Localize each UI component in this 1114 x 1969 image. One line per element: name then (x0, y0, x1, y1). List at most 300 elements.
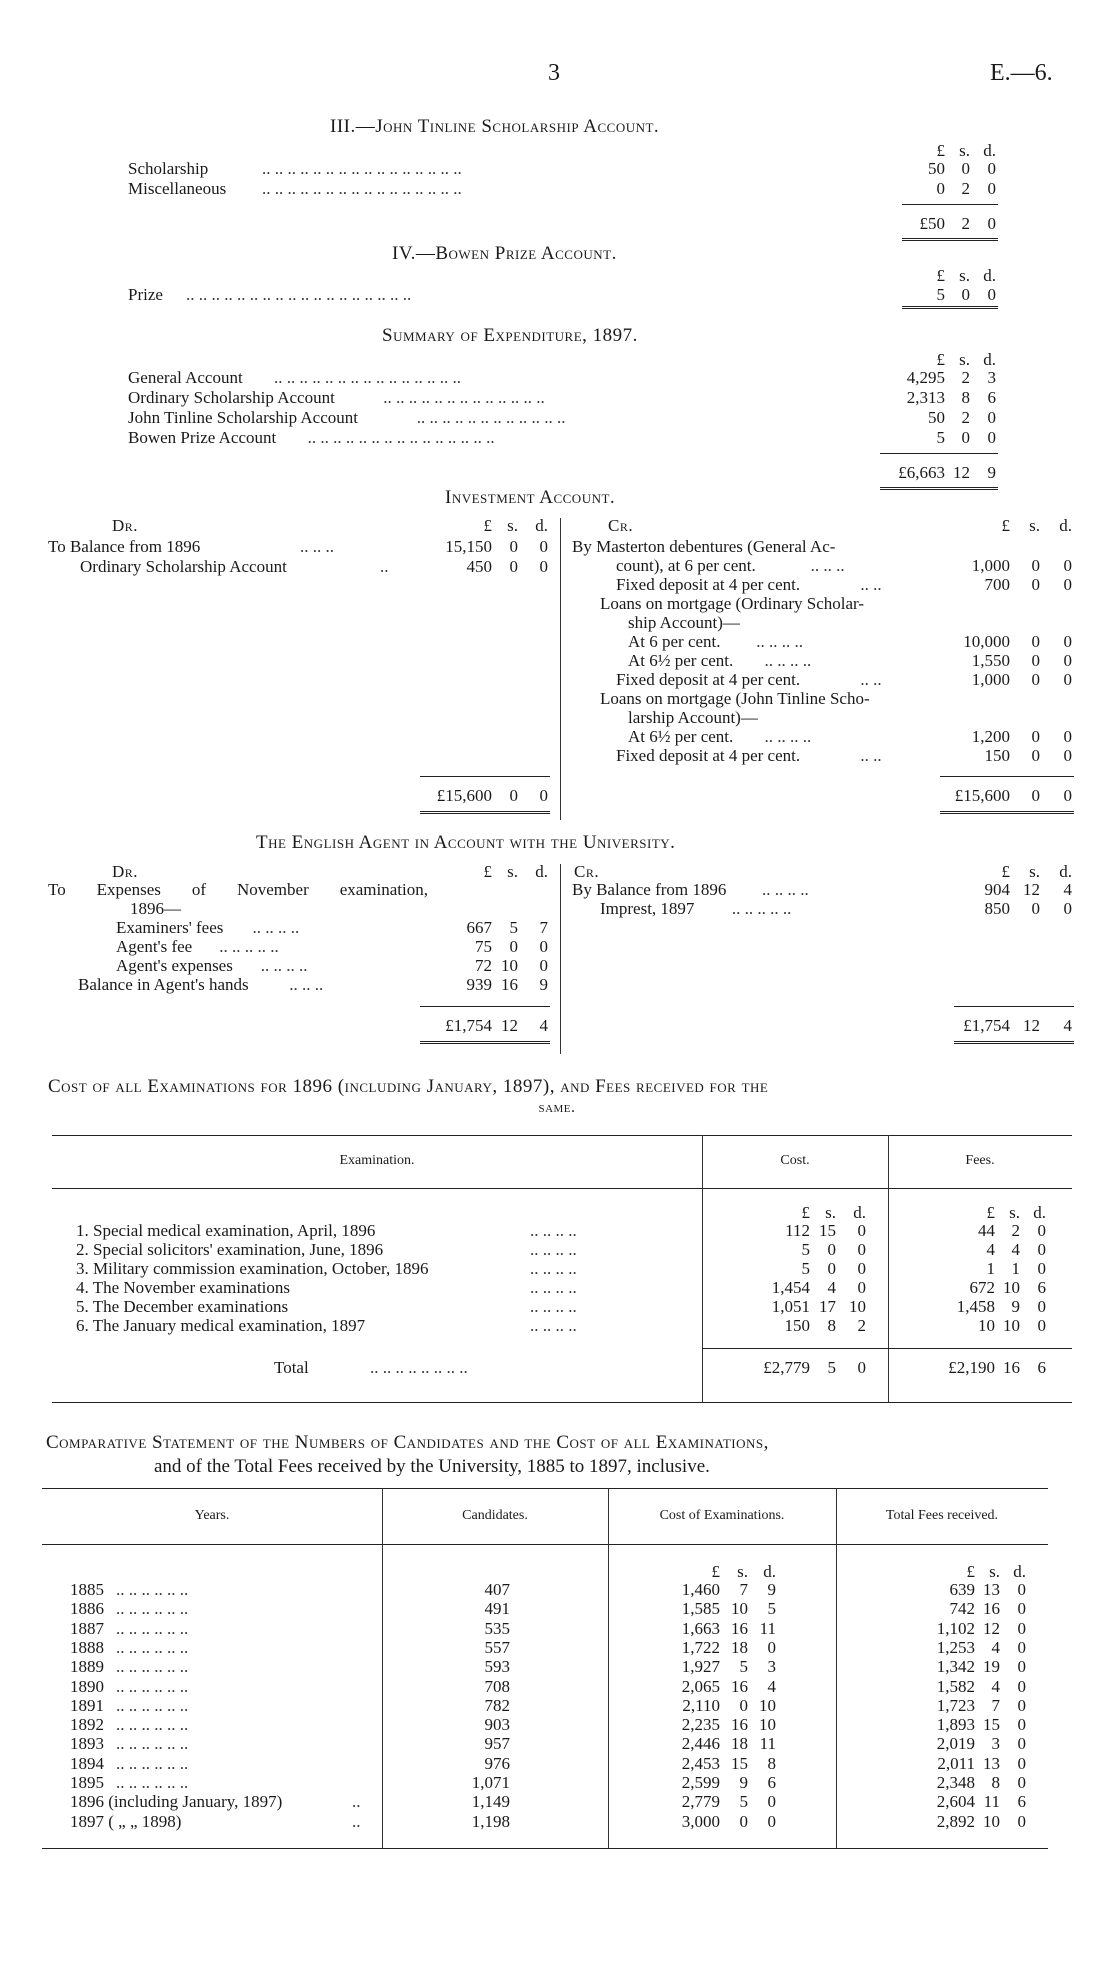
comp-row-year: 1893 (70, 1734, 104, 1754)
comp-row-leader: .. .. .. .. .. .. (116, 1599, 189, 1619)
investment-cr-line-text: Fixed deposit at 4 per cent. (616, 746, 801, 765)
agent-dr-line-text: To Expenses of November examination, (48, 880, 428, 899)
comp-divider-1 (382, 1488, 383, 1848)
investment-dr-label: Dr. (112, 516, 139, 535)
bowen-unit-shillings: s. (959, 266, 970, 285)
comp-header-cost: Cost of Examinations. (659, 1508, 785, 1523)
agent-dr-unit-shillings: s. (507, 862, 518, 881)
agent-divider (560, 864, 561, 1054)
agent-dr-line-text: Balance in Agent's hands (78, 975, 249, 994)
cost-row-cost-pounds: 5 (801, 1240, 810, 1259)
comp-row-cost-pence: 11 (759, 1618, 776, 1638)
cost-row-cost-pence: 0 (857, 1240, 866, 1259)
cost-row-fees-pence: 0 (1037, 1316, 1046, 1335)
comp-row-cost-pence: 8 (767, 1753, 776, 1773)
comp-row-fees-pence: 0 (1017, 1811, 1026, 1831)
comp-row-cost-pence: 0 (767, 1792, 776, 1812)
bowen-row-shillings: 0 (961, 285, 970, 304)
comp-row-year: 1889 (70, 1657, 104, 1677)
investment-cr-line-leader: .. .. (860, 746, 882, 765)
comp-row-fees-pounds: 1,893 (936, 1715, 975, 1735)
comp-fees-unit-pounds: £ (966, 1562, 975, 1581)
investment-cr-double-rule (940, 811, 1074, 814)
comp-row-leader: .. (352, 1792, 361, 1812)
cost-row-fees-pence: 0 (1037, 1240, 1046, 1259)
agent-dr-line-pence: 9 (539, 975, 548, 994)
agent-dr-total-pence: 4 (539, 1016, 548, 1035)
investment-cr-line-pounds: 10,000 (963, 632, 1010, 651)
cost-cost-unit-pounds: £ (801, 1203, 810, 1222)
cost-row-cost-shillings: 15 (819, 1221, 836, 1240)
cost-row-fees-pounds: 672 (969, 1278, 995, 1297)
investment-cr-total-rule (940, 776, 1074, 777)
cost-row-cost-pounds: 5 (801, 1259, 810, 1278)
comp-row-fees-pounds: 2,348 (936, 1773, 975, 1792)
investment-cr-total-pounds: £15,600 (954, 786, 1010, 805)
comp-row-candidates: 557 (484, 1637, 510, 1657)
comp-header-rule (42, 1544, 1048, 1545)
investment-cr-line-text: ship Account)— (628, 613, 740, 632)
cost-row-leader: .. .. .. .. (530, 1259, 577, 1278)
cost-total-cost-shillings: 5 (827, 1358, 836, 1377)
tinline-unit-pence: d. (983, 141, 996, 160)
investment-cr-line-leader: .. .. (860, 670, 882, 689)
cost-row-cost-pounds: 1,454 (771, 1278, 810, 1297)
comp-row-cost-shillings: 16 (731, 1715, 748, 1735)
comp-row-leader: .. .. .. .. .. .. (116, 1695, 189, 1715)
comp-row-candidates: 407 (484, 1580, 510, 1599)
comp-row-leader: .. .. .. .. .. .. (116, 1618, 189, 1638)
tinline-unit-shillings: s. (959, 141, 970, 160)
comp-row-cost-pounds: 1,585 (681, 1599, 720, 1619)
comp-row-candidates: 903 (484, 1715, 510, 1735)
cost-row-fees-pounds: 4 (986, 1240, 995, 1259)
comp-row-leader: .. .. .. .. .. .. (116, 1715, 189, 1735)
comp-row-fees-shillings: 16 (983, 1599, 1000, 1619)
tinline-total-pence: 0 (987, 214, 996, 233)
comp-row-cost-pence: 11 (759, 1734, 776, 1754)
agent-dr-line-text: Agent's fee (116, 937, 193, 956)
summary-total-pence: 9 (987, 463, 996, 482)
comp-row-year: 1886 (70, 1599, 104, 1619)
summary-row-leader: .. .. .. .. .. .. .. .. .. .. .. .. .. (383, 388, 545, 407)
tinline-row-pounds: 50 (928, 159, 945, 178)
comp-row-fees-pence: 0 (1017, 1676, 1026, 1696)
comp-row-year: 1897 ( „ „ 1898) (70, 1811, 182, 1831)
agent-cr-line-pounds: 850 (984, 899, 1010, 918)
agent-cr-unit-shillings: s. (1029, 862, 1040, 881)
agent-dr-line-shillings: 5 (509, 918, 518, 937)
bowen-title: IV.—Bowen Prize Account. (392, 243, 617, 264)
comp-row-leader: .. .. .. .. .. .. (116, 1580, 189, 1599)
comp-row-cost-pounds: 1,722 (681, 1637, 720, 1657)
cost-row-cost-pence: 0 (857, 1278, 866, 1297)
bowen-row-pounds: 5 (936, 285, 945, 304)
agent-cr-line-pounds: 904 (984, 880, 1010, 899)
summary-total-shillings: 12 (953, 463, 970, 482)
agent-dr-line-pounds: 667 (466, 918, 492, 937)
summary-row-pounds: 2,313 (906, 388, 945, 407)
summary-row-pence: 3 (987, 368, 996, 387)
agent-dr-line-text: Agent's expenses (116, 956, 233, 975)
cost-row-fees-pence: 6 (1037, 1278, 1046, 1297)
comp-row-fees-pounds: 1,253 (936, 1637, 975, 1657)
agent-dr-line-pounds: 72 (475, 956, 492, 975)
cost-total-fees-shillings: 16 (1003, 1358, 1020, 1377)
summary-row-label: John Tinline Scholarship Account (128, 408, 358, 427)
cost-header-cost: Cost. (780, 1153, 810, 1168)
summary-unit-pounds: £ (936, 350, 945, 369)
tinline-row-pence: 0 (987, 179, 996, 198)
investment-dr-unit-shillings: s. (507, 516, 518, 535)
comp-row-cost-pounds: 1,927 (681, 1657, 720, 1677)
cost-total-cost-pence: 0 (857, 1358, 866, 1377)
agent-cr-line-shillings: 0 (1031, 899, 1040, 918)
comp-header-candidates: Candidates. (462, 1508, 528, 1523)
comp-row-year: 1896 (including January, 1897) (70, 1792, 283, 1812)
comp-row-leader: .. .. .. .. .. .. (116, 1734, 189, 1754)
investment-cr-line-text: Fixed deposit at 4 per cent. (616, 575, 801, 594)
agent-dr-line-shillings: 0 (509, 937, 518, 956)
comp-row-cost-shillings: 16 (731, 1618, 748, 1638)
cost-row-cost-pence: 2 (857, 1316, 866, 1335)
investment-cr-line-pounds: 150 (984, 746, 1010, 765)
comp-row-fees-pence: 0 (1017, 1657, 1026, 1677)
agent-dr-line-shillings: 10 (501, 956, 518, 975)
cost-top-rule (52, 1135, 1072, 1136)
comp-row-candidates: 976 (484, 1753, 510, 1773)
summary-row-pounds: 4,295 (906, 368, 945, 387)
cost-fees-unit-pounds: £ (986, 1203, 995, 1222)
cost-row-fees-shillings: 10 (1003, 1278, 1020, 1297)
investment-cr-line-pence: 0 (1063, 575, 1072, 594)
investment-cr-line-pence: 0 (1063, 556, 1072, 575)
tinline-total-pounds: £50 (919, 214, 945, 233)
investment-cr-unit-shillings: s. (1029, 516, 1040, 535)
investment-cr-line-shillings: 0 (1031, 746, 1040, 765)
comp-row-leader: .. .. .. .. .. .. (116, 1773, 189, 1792)
investment-dr-total-pounds: £15,600 (436, 786, 492, 805)
summary-row-shillings: 2 (961, 368, 970, 387)
cost-divider-1 (702, 1135, 703, 1403)
cost-row-cost-pence: 0 (857, 1259, 866, 1278)
comp-row-fees-pounds: 1,342 (936, 1657, 975, 1677)
cost-row-leader: .. .. .. .. (530, 1278, 577, 1297)
agent-dr-label: Dr. (112, 862, 139, 881)
agent-cr-unit-pounds: £ (1001, 862, 1010, 881)
cost-row-cost-pence: 10 (849, 1297, 866, 1316)
summary-row-pence: 0 (987, 428, 996, 447)
investment-cr-line-leader: .. .. (860, 575, 882, 594)
agent-dr-line-shillings: 16 (501, 975, 518, 994)
comp-row-cost-shillings: 10 (731, 1599, 748, 1619)
investment-cr-line-pounds: 1,000 (971, 556, 1010, 575)
comp-row-cost-shillings: 0 (739, 1695, 748, 1715)
investment-dr-total-shillings: 0 (509, 786, 518, 805)
investment-cr-line-text: By Masterton debentures (General Ac- (572, 537, 836, 556)
comp-row-candidates: 957 (484, 1734, 510, 1754)
comp-row-leader: .. .. .. .. .. .. (116, 1753, 189, 1773)
agent-dr-line-pounds: 939 (466, 975, 492, 994)
investment-dr-row-leader: .. (380, 557, 389, 576)
comp-row-fees-shillings: 10 (983, 1811, 1000, 1831)
comp-row-fees-pounds: 639 (949, 1580, 975, 1599)
investment-cr-label: Cr. (608, 516, 634, 535)
agent-dr-total-shillings: 12 (501, 1016, 518, 1035)
comp-row-fees-pounds: 742 (949, 1599, 975, 1619)
cost-row-label: 2. Special solicitors' examination, June, 1896 (76, 1240, 384, 1259)
investment-cr-line-text: Fixed deposit at 4 per cent. (616, 670, 801, 689)
comp-row-fees-shillings: 13 (983, 1753, 1000, 1773)
cost-header-examination: Examination. (339, 1153, 415, 1168)
agent-dr-line-text: Examiners' fees (116, 918, 224, 937)
comp-row-leader: .. .. .. .. .. .. (116, 1657, 189, 1677)
summary-total-rule (880, 453, 998, 454)
investment-cr-line-pence: 0 (1063, 727, 1072, 746)
summary-row-pounds: 5 (936, 428, 945, 447)
cost-row-fees-shillings: 1 (1011, 1259, 1020, 1278)
comp-row-year: 1887 (70, 1618, 104, 1638)
cost-row-leader: .. .. .. .. (530, 1316, 577, 1335)
summary-row-pence: 6 (987, 388, 996, 407)
comp-row-cost-shillings: 7 (739, 1580, 748, 1599)
investment-dr-row-pounds: 15,150 (445, 537, 492, 556)
summary-row-shillings: 2 (961, 408, 970, 427)
tinline-title: III.—John Tinline Scholarship Account. (330, 116, 660, 137)
agent-dr-line-pence: 0 (539, 956, 548, 975)
investment-dr-unit-pounds: £ (483, 516, 492, 535)
comp-row-fees-shillings: 13 (983, 1580, 1000, 1599)
agent-cr-line-pence: 0 (1063, 899, 1072, 918)
summary-row-leader: .. .. .. .. .. .. .. .. .. .. .. .. (416, 408, 566, 427)
agent-dr-total-rule (420, 1006, 550, 1007)
investment-cr-line-pence: 0 (1063, 632, 1072, 651)
comp-header-years: Years. (194, 1508, 230, 1523)
comp-row-year: 1894 (70, 1753, 104, 1773)
agent-cr-total-pounds: £1,754 (963, 1016, 1010, 1035)
comp-row-fees-pence: 0 (1017, 1637, 1026, 1657)
investment-cr-line-shillings: 0 (1031, 670, 1040, 689)
cost-header-fees: Fees. (965, 1153, 995, 1168)
comp-row-candidates: 491 (484, 1599, 510, 1619)
investment-dr-row-leader: .. .. .. (300, 537, 334, 556)
summary-row-pounds: 50 (928, 408, 945, 427)
cost-fees-unit-shillings: s. (1009, 1203, 1020, 1222)
comp-fees-unit-pence: d. (1013, 1562, 1026, 1581)
summary-total-double-rule (880, 487, 998, 490)
bowen-unit-pounds: £ (936, 266, 945, 285)
comp-row-cost-shillings: 18 (731, 1637, 748, 1657)
agent-cr-line-text: Imprest, 1897 (600, 899, 695, 918)
cost-row-label: 5. The December examinations (76, 1297, 289, 1316)
bowen-double-rule (902, 306, 998, 309)
cost-row-fees-pence: 0 (1037, 1221, 1046, 1240)
comp-header-fees: Total Fees received. (885, 1508, 999, 1523)
cost-total-leader: .. .. .. .. .. .. .. .. (370, 1358, 468, 1377)
comp-row-fees-pence: 0 (1017, 1695, 1026, 1715)
agent-cr-label: Cr. (574, 862, 600, 881)
agent-cr-line-pence: 4 (1063, 880, 1072, 899)
investment-cr-line-text: larship Account)— (628, 708, 758, 727)
agent-cr-line-shillings: 12 (1023, 880, 1040, 899)
comp-row-cost-pounds: 2,779 (681, 1792, 720, 1812)
comp-cost-unit-shillings: s. (737, 1562, 748, 1581)
cost-row-fees-pence: 0 (1037, 1259, 1046, 1278)
comp-row-cost-shillings: 5 (739, 1657, 748, 1677)
comp-row-cost-pounds: 1,460 (681, 1580, 720, 1599)
cost-row-fees-shillings: 10 (1003, 1316, 1020, 1335)
comp-row-fees-pence: 0 (1017, 1580, 1026, 1599)
investment-cr-line-pounds: 1,200 (971, 727, 1010, 746)
investment-cr-line-shillings: 0 (1031, 575, 1040, 594)
comp-divider-3 (836, 1488, 837, 1848)
cost-total-fees-pounds: £2,190 (948, 1358, 995, 1377)
investment-dr-row-shillings: 0 (509, 537, 518, 556)
cost-total-label: Total (274, 1358, 309, 1377)
tinline-row-label: Miscellaneous (128, 179, 227, 198)
cost-total-fees-pence: 6 (1037, 1358, 1046, 1377)
comp-row-cost-pence: 4 (767, 1676, 776, 1696)
comp-row-fees-shillings: 11 (983, 1792, 1000, 1812)
investment-dr-row-shillings: 0 (509, 557, 518, 576)
cost-row-fees-pence: 0 (1037, 1297, 1046, 1316)
comp-row-fees-shillings: 4 (991, 1637, 1000, 1657)
tinline-unit-pounds: £ (936, 141, 945, 160)
tinline-row-shillings: 0 (961, 159, 970, 178)
cost-row-leader: .. .. .. .. (530, 1297, 577, 1316)
summary-row-shillings: 0 (961, 428, 970, 447)
comp-row-cost-pence: 5 (767, 1599, 776, 1619)
investment-cr-total-shillings: 0 (1031, 786, 1040, 805)
cost-table-title-1: Cost of all Examinations for 1896 (including January, 1897), and Fees received for the (48, 1076, 769, 1097)
cost-row-fees-pounds: 1 (986, 1259, 995, 1278)
investment-cr-line-leader: .. .. .. .. (756, 632, 803, 651)
comp-row-cost-pence: 9 (767, 1580, 776, 1599)
cost-row-fees-shillings: 9 (1011, 1297, 1020, 1316)
page-series: E.—6. (990, 60, 1053, 86)
comp-row-cost-pence: 6 (767, 1773, 776, 1792)
cost-row-cost-pounds: 150 (784, 1316, 810, 1335)
comp-row-cost-pounds: 2,446 (681, 1734, 720, 1754)
summary-row-leader: .. .. .. .. .. .. .. .. .. .. .. .. .. .. .. (274, 368, 461, 387)
investment-dr-double-rule (420, 811, 550, 814)
comp-row-fees-pounds: 1,723 (936, 1695, 975, 1715)
page-number: 3 (548, 60, 560, 86)
comp-row-fees-pounds: 1,582 (936, 1676, 975, 1696)
comp-row-cost-pence: 3 (767, 1657, 776, 1677)
comp-row-fees-shillings: 7 (991, 1695, 1000, 1715)
agent-dr-total-pounds: £1,754 (445, 1016, 492, 1035)
investment-dr-row-pence: 0 (539, 557, 548, 576)
investment-cr-line-shillings: 0 (1031, 632, 1040, 651)
investment-dr-row-label: Ordinary Scholarship Account (80, 557, 287, 576)
cost-row-label: 1. Special medical examination, April, 1896 (76, 1221, 376, 1240)
comp-row-cost-pence: 10 (759, 1715, 776, 1735)
agent-dr-line-leader: .. .. .. .. .. (219, 937, 279, 956)
summary-unit-pence: d. (983, 350, 996, 369)
comp-row-fees-shillings: 15 (983, 1715, 1000, 1735)
comp-row-fees-pounds: 2,604 (936, 1792, 975, 1812)
cost-row-label: 6. The January medical examination, 1897 (76, 1316, 366, 1335)
cost-row-fees-shillings: 4 (1011, 1240, 1020, 1259)
agent-cr-total-rule (954, 1006, 1074, 1007)
investment-cr-line-pence: 0 (1063, 670, 1072, 689)
comp-row-cost-pounds: 2,453 (681, 1753, 720, 1773)
comp-row-fees-shillings: 3 (991, 1734, 1000, 1754)
summary-row-shillings: 8 (961, 388, 970, 407)
comp-row-year: 1895 (70, 1773, 104, 1792)
summary-total-pounds: £6,663 (898, 463, 945, 482)
comp-row-fees-shillings: 12 (983, 1618, 1000, 1638)
investment-cr-line-leader: .. .. .. .. (764, 651, 812, 670)
comp-row-fees-shillings: 19 (983, 1657, 1000, 1677)
comp-row-fees-shillings: 8 (991, 1773, 1000, 1792)
investment-cr-line-text: Loans on mortgage (Ordinary Scholar- (600, 594, 865, 613)
cost-row-cost-pence: 0 (857, 1221, 866, 1240)
summary-row-label: General Account (128, 368, 243, 387)
agent-title: The English Agent in Account with the University. (256, 832, 676, 853)
bowen-row-label: Prize (128, 285, 163, 304)
tinline-row-label: Scholarship (128, 159, 209, 178)
comp-row-cost-pence: 0 (767, 1811, 776, 1831)
tinline-row-shillings: 2 (961, 179, 970, 198)
agent-dr-line-pence: 7 (539, 918, 548, 937)
comp-row-year: 1888 (70, 1637, 104, 1657)
agent-dr-line-text: 1896— (130, 899, 181, 918)
cost-row-label: 4. The November examinations (76, 1278, 291, 1297)
cost-row-fees-pounds: 10 (978, 1316, 995, 1335)
cost-row-cost-shillings: 0 (827, 1240, 836, 1259)
cost-row-cost-shillings: 8 (827, 1316, 836, 1335)
comp-row-cost-pounds: 1,663 (681, 1618, 720, 1638)
comp-row-leader: .. (352, 1811, 361, 1831)
comp-row-candidates: 1,149 (471, 1792, 510, 1812)
cost-divider-2 (888, 1135, 889, 1403)
comp-row-fees-pence: 0 (1017, 1599, 1026, 1619)
cost-total-cost-pounds: £2,779 (763, 1358, 810, 1377)
comp-row-year: 1892 (70, 1715, 104, 1735)
investment-dr-row-pence: 0 (539, 537, 548, 556)
comp-row-candidates: 1,198 (471, 1811, 510, 1831)
comp-row-year: 1885 (70, 1580, 104, 1599)
cost-row-cost-shillings: 17 (819, 1297, 836, 1316)
summary-title: Summary of Expenditure, 1897. (382, 325, 638, 346)
comp-row-fees-pence: 0 (1017, 1773, 1026, 1792)
comp-row-cost-pence: 10 (759, 1695, 776, 1715)
comp-row-fees-shillings: 4 (991, 1676, 1000, 1696)
tinline-row-leader: .. .. .. .. .. .. .. .. .. .. .. .. .. .. .. .. (262, 159, 462, 178)
comp-top-rule (42, 1488, 1048, 1489)
investment-cr-line-text: At 6 per cent. (628, 632, 721, 651)
investment-dr-unit-pence: d. (535, 516, 548, 535)
investment-cr-line-text: count), at 6 per cent. (616, 556, 756, 575)
cost-fees-unit-pence: d. (1033, 1203, 1046, 1222)
investment-cr-line-shillings: 0 (1031, 651, 1040, 670)
comp-row-year: 1891 (70, 1695, 104, 1715)
investment-cr-line-pence: 0 (1063, 746, 1072, 765)
summary-row-pence: 0 (987, 408, 996, 427)
agent-dr-unit-pounds: £ (483, 862, 492, 881)
comp-row-cost-shillings: 0 (739, 1811, 748, 1831)
agent-cr-unit-pence: d. (1059, 862, 1072, 881)
cost-cost-unit-shillings: s. (825, 1203, 836, 1222)
investment-cr-line-leader: .. .. .. (810, 556, 845, 575)
investment-dr-row-pounds: 450 (466, 557, 492, 576)
agent-cr-line-leader: .. .. .. .. (762, 880, 809, 899)
bowen-row-pence: 0 (987, 285, 996, 304)
comp-row-cost-shillings: 18 (731, 1734, 748, 1754)
cost-table-title-2: same. (538, 1099, 576, 1116)
